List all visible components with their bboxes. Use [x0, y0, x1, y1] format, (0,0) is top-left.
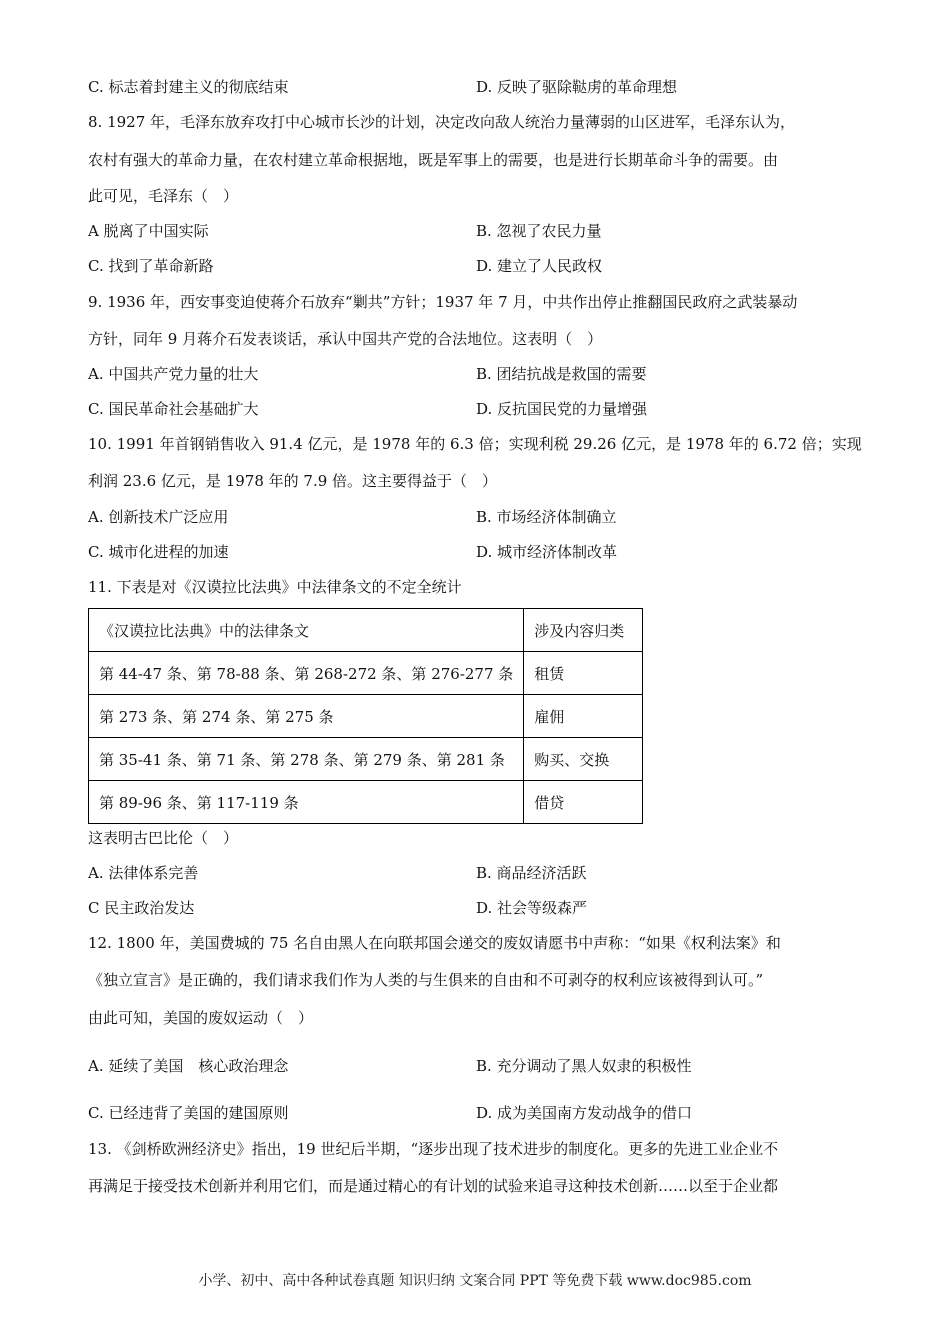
q7-option-c: C. 标志着封建主义的彻底结束 — [88, 78, 289, 96]
q8-stem-line2: 农村有强大的革命力量，在农村建立革命根据地，既是军事上的需要，也是进行长期革命斗争的需要。由 — [88, 151, 779, 169]
q10-option-b: B. 市场经济体制确立 — [476, 508, 617, 526]
table-row — [89, 781, 643, 824]
q9-stem-line2: 方针，同年 9 月蒋介石发表谈话，承认中国共产党的合法地位。这表明（ ） — [88, 330, 603, 348]
table-row — [89, 652, 643, 695]
q10-stem-line1: 10. 1991 年首钢销售收入 91.4 亿元，是 1978 年的 6.3 倍；实现利税 29.26 亿元，是 1978 年的 6.72 倍；实现 — [88, 435, 862, 453]
table-cell: 购买、交换 — [524, 738, 643, 781]
q9-option-d: D. 反抗国民党的力量增强 — [476, 400, 648, 418]
q8-option-a: A 脱离了中国实际 — [88, 222, 209, 240]
q11-stem-line1: 11. 下表是对《汉谟拉比法典》中法律条文的不定全统计 — [88, 578, 462, 596]
q9-option-a: A. 中国共产党力量的壮大 — [88, 365, 259, 383]
q13-stem-line2: 再满足于接受技术创新并利用它们，而是通过精心的有计划的试验来追寻这种技术创新……以至于企业都 — [88, 1177, 779, 1195]
q11-option-a: A. 法律体系完善 — [88, 864, 199, 882]
q8-option-d: D. 建立了人民政权 — [476, 257, 603, 275]
table-cell: 租赁 — [524, 652, 643, 695]
q9-option-b: B. 团结抗战是救国的需要 — [476, 365, 647, 383]
q10-option-d: D. 城市经济体制改革 — [476, 543, 618, 561]
q12-stem-line1: 12. 1800 年，美国费城的 75 名自由黑人在向联邦国会递交的废奴请愿书中声称：“如果《权利法案》和 — [88, 934, 781, 952]
q13-stem-line1: 13. 《剑桥欧洲经济史》指出，19 世纪后半期，“逐步出现了技术进步的制度化。更多的先进工业企业不 — [88, 1140, 779, 1158]
table-row — [89, 695, 643, 738]
q11-option-c: C 民主政治发达 — [88, 899, 195, 917]
q12-stem-line2: 《独立宣言》是正确的，我们请求我们作为人类的与生俱来的自由和不可剥夺的权利应该被得到认可。” — [88, 971, 764, 989]
q8-option-b: B. 忽视了农民力量 — [476, 222, 602, 240]
table-cell: 雇佣 — [524, 695, 643, 738]
table-cell: 第 44-47 条、第 78-88 条、第 268-272 条、第 276-277 条 — [89, 652, 524, 695]
q12-option-c: C. 已经违背了美国的建国原则 — [88, 1104, 289, 1122]
law-statistics-table — [88, 608, 643, 824]
q8-stem-line1: 8. 1927 年，毛泽东放弃攻打中心城市长沙的计划，决定改向敌人统治力量薄弱的山区进军，毛泽东认为， — [88, 113, 796, 131]
q12-option-d: D. 成为美国南方发动战争的借口 — [476, 1104, 693, 1122]
table-cell: 第 35-41 条、第 71 条、第 278 条、第 279 条、第 281 条 — [89, 738, 524, 781]
footer-banner: 小学、初中、高中各种试卷真题 知识归纳 文案合同 PPT 等免费下载 www.doc985.com — [198, 1273, 752, 1289]
q12-option-a: A. 延续了美国 核心政治理念 — [88, 1057, 289, 1075]
q12-option-b: B. 充分调动了黑人奴隶的积极性 — [476, 1057, 692, 1075]
q10-stem-line2: 利润 23.6 亿元，是 1978 年的 7.9 倍。这主要得益于（ ） — [88, 472, 498, 490]
table-header-row — [89, 609, 643, 652]
q9-option-c: C. 国民革命社会基础扩大 — [88, 400, 259, 418]
q10-option-a: A. 创新技术广泛应用 — [88, 508, 229, 526]
table-cell: 借贷 — [524, 781, 643, 824]
q9-stem-line1: 9. 1936 年，西安事变迫使蒋介石放弃“剿共”方针；1937 年 7 月，中共作出停止推翻国民政府之武装暴动 — [88, 293, 798, 311]
q11-option-b: B. 商品经济活跃 — [476, 864, 587, 882]
table-header-cell: 《汉谟拉比法典》中的法律条文 — [89, 609, 524, 652]
table-header-cell: 涉及内容归类 — [524, 609, 643, 652]
q12-stem-line3: 由此可知，美国的废奴运动（ ） — [88, 1009, 314, 1027]
q7-option-d: D. 反映了驱除鞑虏的革命理想 — [476, 78, 678, 96]
table-cell: 第 273 条、第 274 条、第 275 条 — [89, 695, 524, 738]
table-cell: 第 89-96 条、第 117-119 条 — [89, 781, 524, 824]
q11-stem-line2: 这表明古巴比伦（ ） — [88, 829, 239, 847]
q8-stem-line3: 此可见，毛泽东（ ） — [88, 187, 239, 205]
table-row — [89, 738, 643, 781]
q11-option-d: D. 社会等级森严 — [476, 899, 588, 917]
q10-option-c: C. 城市化进程的加速 — [88, 543, 229, 561]
q8-option-c: C. 找到了革命新路 — [88, 257, 214, 275]
